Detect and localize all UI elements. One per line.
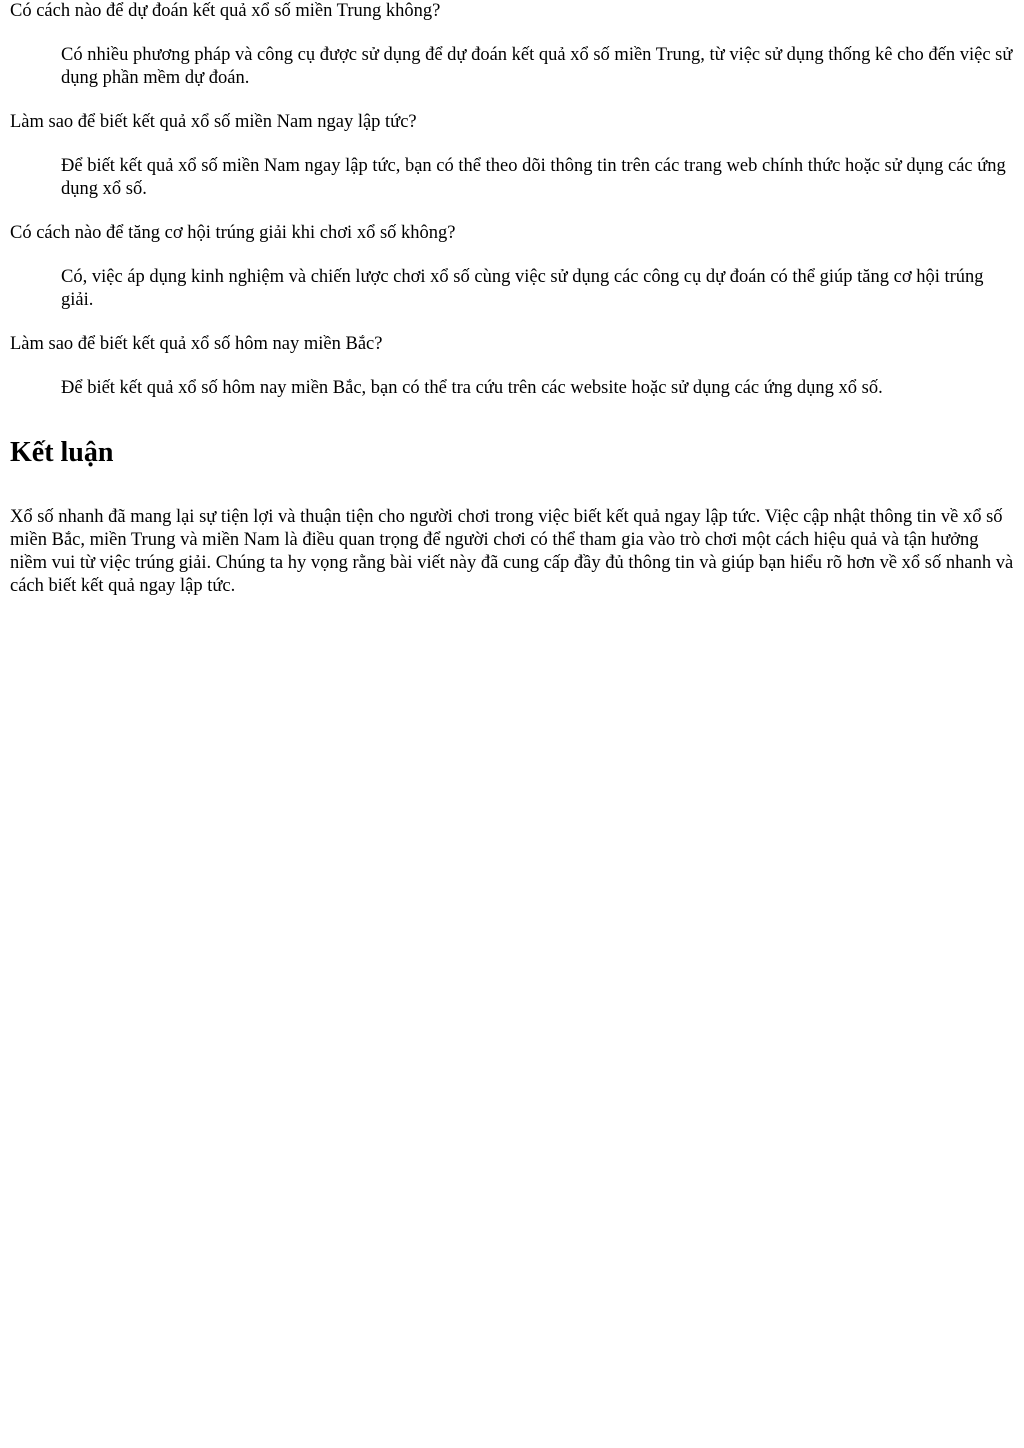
faq-question: Có cách nào để tăng cơ hội trúng giải khi chơi xổ số không? bbox=[10, 223, 456, 243]
faq-answer: Để biết kết quả xổ số miền Nam ngay lập tức, bạn có thể theo dõi thông tin trên các trang web chính thức hoặc sử dụng các ứng dụng xổ số. bbox=[61, 156, 1006, 199]
faq-answer: Có, việc áp dụng kinh nghiệm và chiến lược chơi xổ số cùng việc sử dụng các công cụ dự đoán có thể giúp tăng cơ hội trúng giải. bbox=[61, 267, 984, 310]
document-page bbox=[0, 0, 1024, 598]
faq-list bbox=[10, 0, 1014, 400]
faq-question: Có cách nào để dự đoán kết quả xổ số miền Trung không? bbox=[10, 1, 441, 21]
faq-answer: Để biết kết quả xổ số hôm nay miền Bắc, bạn có thể tra cứu trên các website hoặc sử dụng các ứng dụng xổ số. bbox=[61, 378, 883, 398]
faq-question: Làm sao để biết kết quả xổ số miền Nam ngay lập tức? bbox=[10, 112, 417, 132]
conclusion-paragraph: Xổ số nhanh đã mang lại sự tiện lợi và thuận tiện cho người chơi trong việc biết kết quả ngay lập tức. Việc cập nhật thông tin về xổ số miền Bắc, miền Trung và miền Nam là điều quan trọng để người chơi có thể tham gia vào trò chơi một cách hiệu quả và tận hưởng niềm vui từ việc trúng giải. Chúng ta hy vọng rằng bài viết này đã cung cấp đầy đủ thông tin và giúp bạn hiểu rõ hơn về xổ số nhanh và cách biết kết quả ngay lập tức. bbox=[10, 507, 1014, 596]
faq-question: Làm sao để biết kết quả xổ số hôm nay miền Bắc? bbox=[10, 334, 383, 354]
conclusion-heading: Kết luận bbox=[10, 437, 114, 468]
faq-answer: Có nhiều phương pháp và công cụ được sử dụng để dự đoán kết quả xổ số miền Trung, từ việc sử dụng thống kê cho đến việc sử dụng phần mềm dự đoán. bbox=[61, 45, 1013, 88]
